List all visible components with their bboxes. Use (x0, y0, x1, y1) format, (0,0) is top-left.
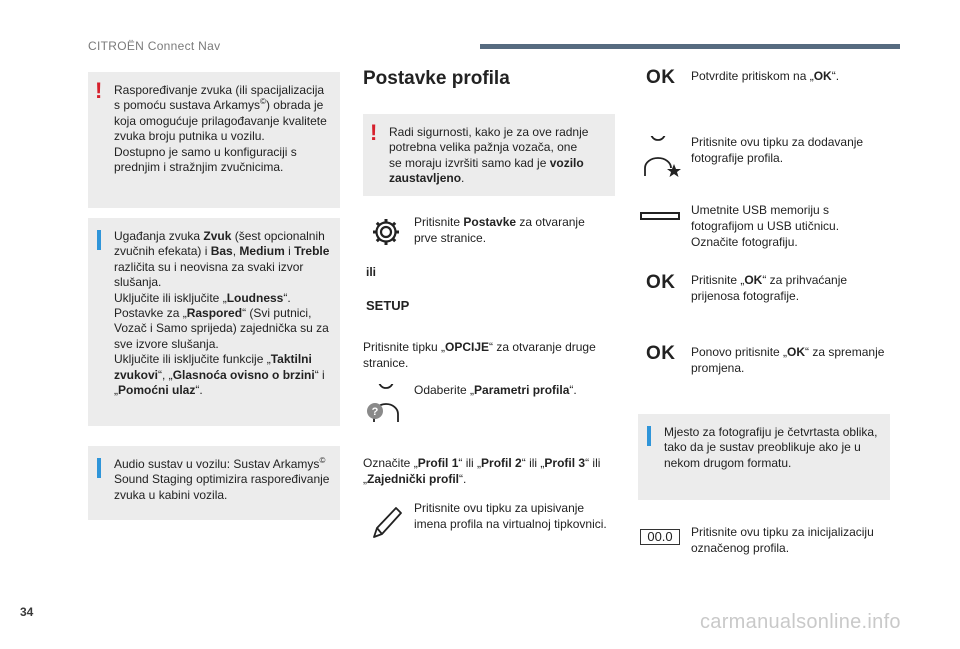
step-accept-transfer: Pritisnite „OK“ za prihvaćanje prijenosa fotografije. (691, 273, 848, 303)
step-select-profile: Označite „Profil 1“ ili „Profil 2“ ili „Profil 3“ ili „Zajednički profil“. (363, 456, 601, 486)
step-enter-name: Pritisnite ovu tipku za upisivanje imena profila na virtualnoj tipkovnici. (414, 501, 607, 531)
step-confirm-ok: Potvrdite pritiskom na „OK“. (691, 69, 840, 83)
info-bar-icon (97, 458, 101, 478)
watermark-footer: carmanualsonline.info (700, 611, 901, 633)
ok-button-icon: OK (646, 272, 676, 293)
usb-slot-icon (640, 212, 680, 220)
info-bar-icon (97, 230, 101, 250)
header-title: CITROËN Connect Nav (88, 39, 221, 53)
ok-button-icon: OK (646, 343, 676, 364)
pencil-icon (370, 504, 404, 540)
note-sound-staging: Audio sustav u vozilu: Sustav Arkamys© Sound Staging optimizira raspoređivanje zvuka u kabini vozila. (88, 446, 340, 520)
or-label: ili (366, 265, 377, 279)
reset-display-icon: 00.0 (640, 529, 680, 545)
svg-text:?: ? (371, 406, 379, 418)
step-open-settings: Pritisnite Postavke za otvaranje prve stranice. (414, 215, 585, 245)
section-title: Postavke profila (363, 68, 510, 89)
step-save-changes: Ponovo pritisnite „OK“ za spremanje promjena. (691, 345, 885, 375)
page-number: 34 (20, 605, 34, 619)
setup-button-label: SETUP (366, 298, 410, 313)
warning-vehicle-stopped: ! Radi sigurnosti, kako je za ove radnje potrebna velika pažnja vozača, one se moraju izvršiti samo kad je vozilo zaustavljeno. (363, 114, 615, 196)
step-add-photo: Pritisnite ovu tipku za dodavanje fotografije profila. (691, 135, 864, 165)
note-arkamys-spatialization: ! Raspoređivanje zvuka (ili spacijalizacija s pomoću sustava Arkamys©) obrada je koja omogućuje prilagođavanje kvalitete zvuka broju putnika u vozilu. Dostupno je samo u konfiguraciji s prednjim i stražnjim zvučnicima. (88, 72, 340, 208)
warning-exclamation-icon: ! (95, 78, 103, 103)
step-insert-usb: Umetnite USB memoriju s fotografijom u USB utičnicu. Označite fotografiju. (691, 203, 840, 249)
step-profile-parameters: Odaberite „Parametri profila“. (414, 383, 577, 397)
step-initialize-profile: Pritisnite ovu tipku za inicijalizaciju označenog profila. (691, 525, 874, 555)
info-bar-icon (647, 426, 651, 446)
user-profile-question-icon (364, 384, 408, 424)
ok-button-icon: OK (646, 67, 676, 88)
user-add-photo-icon (640, 136, 684, 178)
warning-exclamation-icon: ! (370, 120, 378, 145)
step-options: Pritisnite tipku „OPCIJE“ za otvaranje druge stranice. (363, 340, 596, 370)
gear-icon (372, 218, 400, 246)
header-bar (480, 44, 900, 49)
note-photo-format: Mjesto za fotografiju je četvrtasta oblika, tako da je sustav preoblikuje ako je u nekom drugom formatu. (638, 414, 890, 500)
note-sound-settings: Ugađanja zvuka Zvuk (šest opcionalnih zvučnih efekata) i Bas, Medium i Treble različita su i neovisna za svaki izvor slušanja. Uključite ili isključite „Loudness“. Postavke za „Raspored“ (Svi putnici, Vozač i Samo sprijeda) zajednička su za sve izvore slušanja. Uključite ili isključite funkcije „Taktilni zvukovi“, „Glasnoća ovisno o brzini“ i „Pomoćni ulaz“. (88, 218, 340, 426)
